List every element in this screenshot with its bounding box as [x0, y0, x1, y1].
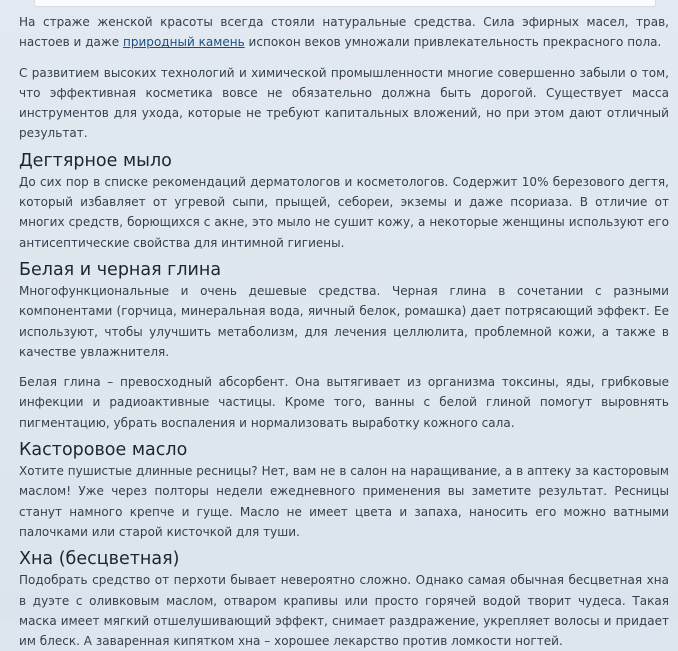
section-title-henna: Хна (бесцветная)	[19, 549, 180, 570]
top-panel-edge	[34, 0, 656, 7]
intro-paragraph-2: С развитием высоких технологий и химической промышленности многие совершенно забыли о том, что эффективная косметика вовсе не обязательно должна быть дорогой. Существует масса инструментов для ухода, которые не требуют капитальных вложений, но при этом дают отличный результат.	[19, 65, 669, 141]
section-title-clay: Белая и черная глина	[19, 259, 222, 280]
natural-stone-link[interactable]: природный камень	[122, 35, 245, 50]
intro-text-end: испокон веков умножали привлекательность прекрасного пола.	[244, 35, 662, 50]
article-body	[19, 12, 669, 651]
castor-oil-paragraph: Хотите пушистые длинные ресницы? Нет, вам не в салон на наращивание, а в аптеку за касторовым маслом! Уже через полторы недели ежедневного применения вы заметите результат. Ресницы станут намного крепче и гуще. Масло не имеет цвета и запаха, наносить его можно ватными палочками или старой кисточкой для туши.	[19, 464, 669, 539]
intro-paragraph-1	[19, 12, 669, 53]
henna-paragraph: Подобрать средство от перхоти бывает невероятно сложно. Однако самая обычная бесцветная хна в дуэте с оливковым маслом, отваром крапивы или просто горячей водой творит чудеса. Такая маска имеет мягкий отшелушивающий эффект, снимает раздражение, укрепляет волосы и придает им блеск. А заваренная кипятком хна – хорошее лекарство против ломкости ногтей.	[19, 573, 669, 649]
black-clay-paragraph: Многофункциональные и очень дешевые средства. Черная глина в сочетании с разными компонентами (горчица, минеральная вода, яичный белок, ромашка) дает потрясающий эффект. Ее используют, чтобы улучшить метаболизм, для лечения целлюлита, проблемной кожи, а также в качестве увлажнителя.	[19, 283, 669, 359]
tar-soap-paragraph: До сих пор в списке рекомендаций дерматологов и косметологов. Содержит 10% березового дегтя, который избавляет от угревой сыпи, прыщей, себореи, экземы и даже псориаза. В отличие от многих средств, борющихся с акне, это мыло не сушит кожу, а некоторые женщины используют его антисептические свойства для интимной гигиены.	[19, 174, 669, 250]
intro-text-start: На страже женской красоты всегда стояли натуральные средства. Сила эфирных масел, трав, настоев и даже	[19, 15, 669, 50]
section-title-tar-soap: Дегтярное мыло	[19, 150, 172, 171]
section-title-castor-oil: Касторовое масло	[19, 440, 188, 461]
white-clay-paragraph: Белая глина – превосходный абсорбент. Она вытягивает из организма токсины, яды, грибковые инфекции и радиоактивные частицы. Кроме того, ванны с белой глиной помогут выровнять пигментацию, убрать воспаления и нормализовать выработку кожного сала.	[19, 375, 669, 430]
